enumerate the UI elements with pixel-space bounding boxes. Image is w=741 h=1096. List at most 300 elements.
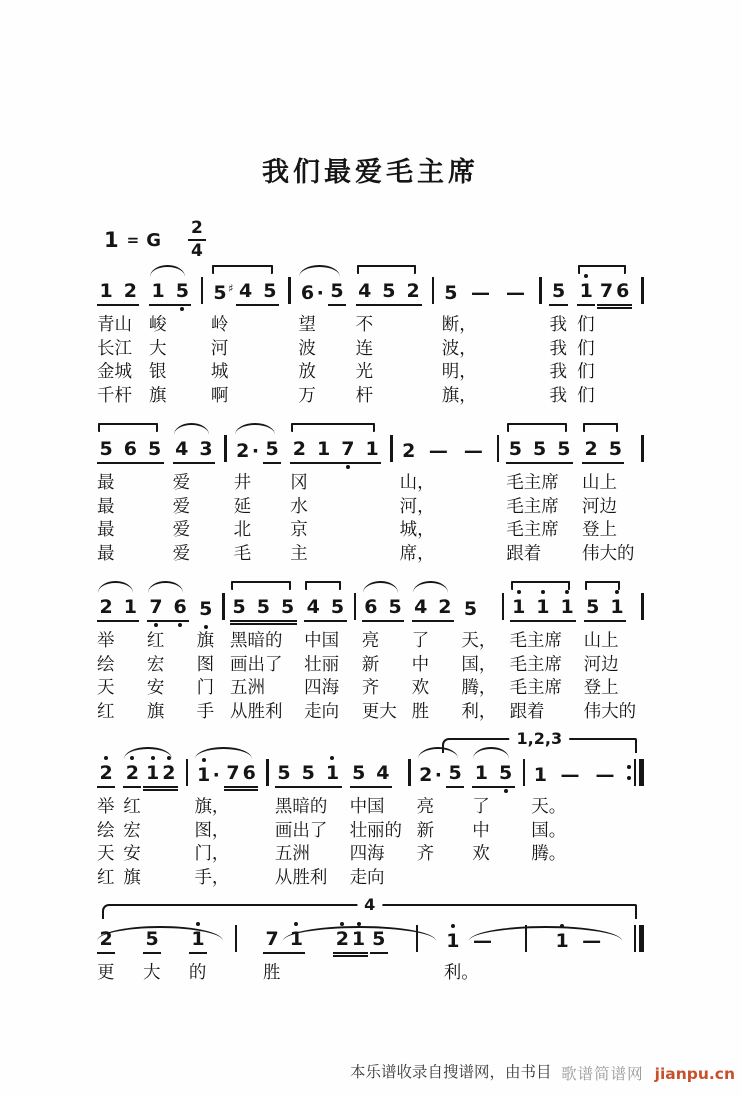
lyric-syllable: 们 bbox=[577, 362, 595, 382]
lyric-syllable: 跟着 bbox=[506, 543, 542, 564]
lyric-syllable: 举 bbox=[97, 797, 115, 817]
lyric-syllable: 胜 bbox=[263, 963, 281, 983]
lyric-syllable: 四海 bbox=[304, 678, 340, 698]
note-digit: 5 bbox=[232, 596, 246, 618]
repeat-dot bbox=[627, 765, 631, 769]
note-digit: 1 bbox=[145, 762, 160, 784]
beam-bracket bbox=[98, 423, 158, 432]
note-digit: 5 bbox=[301, 762, 315, 784]
beam-bracket bbox=[305, 581, 340, 590]
barline bbox=[288, 277, 291, 304]
note-beam-group bbox=[472, 762, 514, 788]
lyric-syllable: 爱 bbox=[172, 496, 191, 517]
lyric-syllable: 从胜利 bbox=[230, 701, 283, 722]
duration-dash: — bbox=[595, 764, 615, 786]
barline bbox=[539, 277, 542, 304]
note-beam-group bbox=[211, 282, 235, 306]
lyric-syllable: 伟大的 bbox=[581, 543, 635, 564]
note-digit: 1 bbox=[365, 438, 379, 460]
lyric-syllable: 红 bbox=[123, 797, 141, 817]
notation-line bbox=[290, 420, 383, 472]
note-digit: 1 bbox=[555, 930, 569, 952]
note-digit: 5 bbox=[147, 438, 162, 460]
slur-arc bbox=[148, 581, 183, 593]
lyric-syllable: 黑暗的 bbox=[274, 797, 328, 817]
note-digit: 2 bbox=[99, 762, 113, 784]
note-beam-group bbox=[147, 596, 189, 622]
lyric-syllable: 国， bbox=[461, 654, 497, 675]
barline bbox=[224, 435, 227, 462]
note-digit: 2 bbox=[162, 762, 176, 784]
score-system bbox=[97, 420, 644, 566]
notation-line bbox=[97, 578, 141, 630]
note-digit: 2 bbox=[125, 762, 139, 784]
note-digit: 4 bbox=[238, 280, 253, 302]
volta-bracket bbox=[102, 895, 637, 919]
notation-line bbox=[356, 262, 425, 314]
lyric-syllable: 举 bbox=[97, 631, 115, 651]
lyric-syllable: 天。 bbox=[531, 797, 567, 817]
thin-barline bbox=[634, 925, 637, 952]
sharp-accidental: ♯ bbox=[228, 282, 234, 295]
lyric-syllable: 胜 bbox=[411, 701, 430, 722]
note-beam-group bbox=[304, 596, 346, 622]
footer-site-domain: jianpu.cn bbox=[654, 1065, 735, 1083]
duration-dash: — bbox=[463, 440, 483, 462]
note-beam-group bbox=[290, 438, 381, 464]
lyric-syllable: 新 bbox=[416, 820, 435, 841]
notation-line bbox=[412, 578, 456, 630]
note-digit: 7 bbox=[149, 596, 163, 618]
note-digit: 1 bbox=[325, 762, 340, 784]
lyric-syllable: 中 bbox=[411, 654, 430, 675]
notation-line bbox=[304, 578, 348, 630]
measure-group bbox=[472, 744, 516, 890]
note-digit: 5 bbox=[281, 596, 295, 618]
measure-group bbox=[149, 262, 193, 408]
note-beam-group bbox=[97, 280, 139, 306]
note-digit: 5 bbox=[372, 928, 386, 950]
barline bbox=[201, 277, 204, 304]
barline bbox=[497, 435, 500, 462]
note-beam-group bbox=[549, 280, 567, 306]
slur-arc bbox=[413, 581, 448, 593]
notation-line bbox=[194, 744, 260, 796]
slur-arc bbox=[124, 747, 172, 759]
measure-group bbox=[356, 262, 425, 408]
beam-bracket bbox=[507, 423, 567, 432]
note-digit: 2 bbox=[99, 928, 113, 950]
lyric-syllable: 连 bbox=[355, 338, 374, 359]
lyric-syllable: 井 bbox=[233, 473, 252, 493]
lyric-syllable: 们 bbox=[577, 338, 595, 359]
lyric-syllable: 我 bbox=[549, 362, 567, 382]
lyric-syllable: 明， bbox=[441, 362, 477, 382]
footer-site-name: 歌谱简谱网 bbox=[561, 1065, 644, 1083]
notation-line bbox=[234, 420, 284, 472]
note-digit: 6 bbox=[300, 282, 315, 304]
lyric-syllable: 天 bbox=[97, 844, 115, 864]
lyric-syllable: 门， bbox=[194, 844, 230, 864]
lyric-syllable: 利， bbox=[461, 701, 497, 722]
note-beam-group bbox=[597, 280, 631, 306]
notation-line bbox=[510, 578, 579, 630]
lyric-syllable: 大 bbox=[148, 338, 167, 359]
augmentation-dot: · bbox=[212, 764, 220, 786]
lyric-syllable: 中 bbox=[472, 820, 490, 841]
lyric-syllable: 腾， bbox=[461, 678, 497, 698]
lyric-syllable: 我 bbox=[549, 385, 567, 406]
beam-bracket bbox=[212, 265, 273, 274]
note-beam-group bbox=[173, 438, 215, 464]
note-digit: 2 bbox=[584, 438, 598, 460]
measure-group bbox=[97, 578, 141, 724]
note-digit: 1 bbox=[196, 764, 211, 786]
measure-group bbox=[147, 578, 191, 724]
lyric-syllable: 宏 bbox=[123, 820, 141, 841]
note-digit: 5 bbox=[263, 280, 277, 302]
lyric-syllable: 安 bbox=[123, 844, 141, 864]
note-digit: 2 bbox=[438, 596, 452, 618]
measure-group bbox=[582, 420, 635, 566]
slur-arc bbox=[235, 423, 276, 435]
lyric-syllable: 河边 bbox=[581, 496, 617, 517]
measure-group bbox=[461, 578, 496, 724]
lyric-syllable: 最 bbox=[97, 543, 115, 564]
note-digit: 2 bbox=[419, 764, 433, 786]
barline bbox=[432, 277, 435, 304]
barline bbox=[235, 925, 238, 952]
notation-line bbox=[584, 578, 628, 630]
lyric-syllable: 旗 bbox=[146, 701, 165, 722]
note-beam-group bbox=[234, 440, 261, 464]
lyric-syllable: 腾。 bbox=[531, 844, 567, 864]
notation-line bbox=[211, 262, 281, 314]
measure-group bbox=[123, 744, 180, 890]
beam-bracket bbox=[578, 265, 626, 274]
note-digit: 7 bbox=[265, 928, 279, 950]
thin-barline bbox=[634, 759, 637, 786]
measure-group bbox=[510, 578, 579, 724]
lyric-syllable: 水 bbox=[290, 496, 308, 517]
lyric-syllable: 宏 bbox=[146, 654, 165, 675]
lyric-syllable: 光 bbox=[355, 362, 374, 382]
lyric-syllable: 我 bbox=[549, 338, 567, 359]
lyric-syllable: 齐 bbox=[361, 678, 380, 698]
lyric-syllable: 画出了 bbox=[274, 820, 328, 841]
lyric-syllable: 齐 bbox=[416, 844, 435, 864]
notation-line bbox=[149, 262, 193, 314]
augmentation-dot: · bbox=[251, 440, 260, 462]
note-digit: 5 bbox=[145, 928, 159, 950]
note-beam-group bbox=[362, 596, 404, 622]
note-beam-group bbox=[446, 762, 464, 788]
note-beam-group bbox=[263, 438, 281, 464]
equals-sign: = bbox=[126, 231, 140, 249]
note-digit: 1 bbox=[536, 596, 550, 618]
lyric-syllable: 波， bbox=[441, 338, 477, 359]
note-digit: 5 bbox=[533, 438, 547, 460]
note-beam-group bbox=[298, 282, 325, 306]
note-digit: 3 bbox=[199, 438, 213, 460]
meter-denominator: 4 bbox=[190, 241, 203, 261]
note-digit: 5 bbox=[586, 596, 600, 618]
note-digit: 5 bbox=[448, 762, 462, 784]
note-beam-group bbox=[197, 598, 215, 622]
note-digit: 5 bbox=[330, 280, 344, 302]
notation-line bbox=[97, 420, 166, 472]
lyric-syllable: 亮 bbox=[361, 631, 380, 651]
lyric-syllable: 黑暗的 bbox=[230, 631, 283, 651]
note-beam-group bbox=[582, 438, 624, 464]
note-beam-group bbox=[236, 280, 278, 306]
lyric-syllable: 冈 bbox=[290, 473, 308, 493]
lyric-syllable: 山上 bbox=[583, 631, 619, 651]
measure-group bbox=[417, 744, 467, 890]
lyric-syllable: 手， bbox=[194, 867, 230, 888]
note-digit: 2 bbox=[236, 440, 250, 462]
slur-arc bbox=[150, 265, 185, 277]
beam-bracket bbox=[291, 423, 375, 432]
notation-line bbox=[123, 744, 180, 796]
note-beam-group bbox=[143, 762, 177, 788]
augmentation-dot: · bbox=[434, 764, 443, 786]
lyric-syllable: 千杆 bbox=[97, 385, 132, 406]
measure-group bbox=[442, 262, 532, 408]
barline bbox=[390, 435, 393, 462]
lyric-syllable: 银 bbox=[148, 362, 167, 382]
beam-bracket bbox=[511, 581, 571, 590]
measure-group bbox=[263, 910, 307, 986]
measure-group bbox=[143, 910, 163, 986]
measure-group bbox=[290, 420, 383, 566]
note-digit: 6 bbox=[616, 280, 630, 302]
notation-line bbox=[197, 578, 217, 630]
lyric-syllable: 毛主席 bbox=[509, 631, 563, 651]
lyric-syllable: 从胜利 bbox=[274, 867, 328, 888]
key-signature bbox=[104, 220, 206, 260]
volta-bracket bbox=[442, 729, 637, 753]
duration-dash: — bbox=[560, 764, 580, 786]
note-beam-group bbox=[442, 282, 530, 306]
measure-group bbox=[506, 420, 575, 566]
lyric-syllable: 手 bbox=[196, 701, 215, 722]
key-letter: G bbox=[146, 229, 162, 251]
note-beam-group bbox=[123, 762, 141, 788]
barline bbox=[266, 759, 269, 786]
lyric-syllable: 走向 bbox=[304, 701, 340, 722]
lyric-syllable: 毛主席 bbox=[506, 473, 559, 493]
lyric-syllable: 爱 bbox=[172, 473, 191, 493]
footer-credit: 本乐谱收录自搜谱网，由书目 bbox=[350, 1063, 552, 1081]
note-digit: 5 bbox=[498, 762, 513, 784]
note-digit: 4 bbox=[376, 762, 390, 784]
note-digit: 5 bbox=[551, 280, 566, 302]
thick-barline bbox=[639, 925, 644, 952]
barline bbox=[354, 593, 357, 620]
time-signature bbox=[188, 220, 206, 260]
measure-group bbox=[584, 578, 637, 724]
duration-dash: — bbox=[473, 930, 493, 952]
repeat-end-barline bbox=[627, 759, 644, 786]
lyric-syllable: 河 bbox=[210, 338, 229, 359]
lyric-syllable: 绘 bbox=[97, 654, 115, 675]
notation-line bbox=[230, 578, 299, 630]
note-digit: 5 bbox=[99, 438, 113, 460]
note-beam-group bbox=[531, 764, 619, 788]
lyric-syllable: 中国 bbox=[349, 797, 385, 817]
note-digit: 5 bbox=[608, 438, 622, 460]
lyric-syllable: 了 bbox=[472, 797, 490, 817]
note-beam-group bbox=[584, 596, 626, 622]
lyric-syllable: 延 bbox=[233, 496, 252, 517]
note-digit: 2 bbox=[335, 928, 349, 950]
note-digit: 2 bbox=[99, 596, 113, 618]
lyric-syllable: 图 bbox=[196, 654, 215, 675]
lyric-syllable: 登上 bbox=[583, 678, 619, 698]
measure-group bbox=[189, 910, 209, 986]
beam-bracket bbox=[357, 265, 417, 274]
measure-group bbox=[362, 578, 406, 724]
note-beam-group bbox=[400, 440, 488, 464]
score-system bbox=[97, 729, 644, 890]
note-digit: 1 bbox=[123, 596, 137, 618]
lyric-syllable: 毛 bbox=[233, 543, 252, 564]
notation-line bbox=[173, 420, 217, 472]
notation-line bbox=[97, 262, 141, 314]
beam-bracket bbox=[583, 423, 618, 432]
lyric-syllable: 天， bbox=[461, 631, 497, 651]
note-digit: 5 bbox=[213, 282, 227, 304]
lyric-syllable: 河边 bbox=[583, 654, 619, 675]
lyric-syllable: 席， bbox=[399, 543, 435, 564]
note-digit: 5 bbox=[256, 596, 271, 618]
notation-line bbox=[506, 420, 575, 472]
lyric-syllable: 主 bbox=[290, 543, 308, 564]
note-beam-group bbox=[510, 596, 577, 622]
augmentation-dot: · bbox=[316, 282, 324, 304]
volta-label: 1,2,3 bbox=[510, 730, 570, 748]
lyric-syllable: 旗， bbox=[194, 797, 230, 817]
tonic-numeral: 1 bbox=[104, 228, 119, 252]
slur-arc bbox=[299, 265, 340, 277]
note-digit: 7 bbox=[599, 280, 614, 302]
lyric-syllable: 旗 bbox=[123, 867, 141, 888]
lyric-syllable: 爱 bbox=[172, 543, 191, 564]
lyric-syllable: 中国 bbox=[304, 631, 340, 651]
note-beam-group bbox=[356, 280, 423, 306]
lyric-syllable: 长江 bbox=[97, 338, 132, 359]
lyric-syllable: 利。 bbox=[443, 963, 479, 983]
barline bbox=[408, 759, 411, 786]
lyric-syllable: 京 bbox=[290, 520, 308, 540]
lyric-syllable: 红 bbox=[146, 631, 165, 651]
lyric-syllable: 最 bbox=[97, 496, 115, 517]
lyric-syllable: 绘 bbox=[97, 820, 115, 841]
notation-line bbox=[442, 262, 532, 314]
notation-line bbox=[549, 262, 569, 314]
volta-label: 4 bbox=[357, 896, 382, 914]
note-digit: 1 bbox=[99, 280, 113, 302]
lyric-syllable: 城， bbox=[399, 520, 435, 540]
slur-arc bbox=[98, 581, 133, 593]
note-beam-group bbox=[461, 598, 479, 622]
measure-group bbox=[97, 744, 117, 890]
lyric-syllable: 金城 bbox=[97, 362, 132, 382]
note-digit: 5 bbox=[382, 280, 396, 302]
note-digit: 1 bbox=[512, 596, 526, 618]
note-digit: 5 bbox=[388, 596, 402, 618]
duration-dash: — bbox=[470, 282, 490, 304]
note-digit: 4 bbox=[358, 280, 372, 302]
lyric-syllable: 门 bbox=[196, 678, 215, 698]
note-digit: 4 bbox=[175, 438, 189, 460]
lyric-syllable: 河， bbox=[399, 496, 435, 517]
lyric-syllable: 大 bbox=[142, 963, 161, 983]
note-digit: 1 bbox=[610, 596, 624, 618]
note-digit: 5 bbox=[175, 280, 189, 302]
note-beam-group bbox=[328, 280, 346, 306]
note-digit: 1 bbox=[474, 762, 488, 784]
note-beam-group bbox=[97, 596, 139, 622]
footer-watermark bbox=[561, 1062, 735, 1084]
note-digit: 2 bbox=[123, 280, 137, 302]
note-digit: 2 bbox=[406, 280, 420, 302]
note-digit: 1 bbox=[560, 596, 574, 618]
lyric-syllable: 跟着 bbox=[509, 701, 545, 722]
measure-group bbox=[304, 578, 348, 724]
lyric-syllable: 画出了 bbox=[230, 654, 283, 675]
lyric-syllable: 红 bbox=[97, 701, 115, 722]
thick-barline bbox=[639, 759, 644, 786]
notation-line bbox=[97, 744, 117, 796]
note-digit: 1 bbox=[316, 438, 331, 460]
barline bbox=[222, 593, 225, 620]
lyric-syllable: 红 bbox=[97, 867, 115, 888]
lyric-syllable: 山上 bbox=[581, 473, 617, 493]
note-digit: 4 bbox=[306, 596, 320, 618]
lyric-syllable: 旗， bbox=[441, 385, 477, 406]
barline bbox=[502, 593, 505, 620]
note-digit: 5 bbox=[277, 762, 291, 784]
notation-line bbox=[350, 744, 394, 796]
measure-group bbox=[97, 420, 166, 566]
measure-group bbox=[350, 744, 403, 890]
measure-group bbox=[333, 910, 390, 986]
lyric-syllable: 欢 bbox=[411, 678, 430, 698]
lyric-syllable: 最 bbox=[97, 473, 115, 493]
slur-arc bbox=[195, 747, 252, 759]
measure-group bbox=[197, 578, 217, 724]
note-beam-group bbox=[149, 280, 191, 306]
note-beam-group bbox=[417, 764, 444, 788]
note-digit: 1 bbox=[289, 928, 303, 950]
lyric-syllable: 青山 bbox=[97, 315, 132, 335]
lyric-syllable: 伟大的 bbox=[583, 701, 637, 722]
lyric-syllable: 壮丽 bbox=[304, 654, 340, 675]
note-beam-group bbox=[577, 280, 595, 306]
note-beam-group bbox=[194, 764, 221, 788]
notation-line bbox=[147, 578, 191, 630]
final-barline bbox=[634, 925, 644, 952]
note-digit: 1 bbox=[151, 280, 165, 302]
note-digit: 1 bbox=[191, 928, 205, 950]
repeat-dots bbox=[627, 759, 631, 786]
lyric-syllable: 了 bbox=[411, 631, 430, 651]
lyric-syllable: 新 bbox=[361, 654, 380, 675]
measure-group bbox=[97, 910, 117, 986]
lyric-syllable: 登上 bbox=[581, 520, 617, 540]
